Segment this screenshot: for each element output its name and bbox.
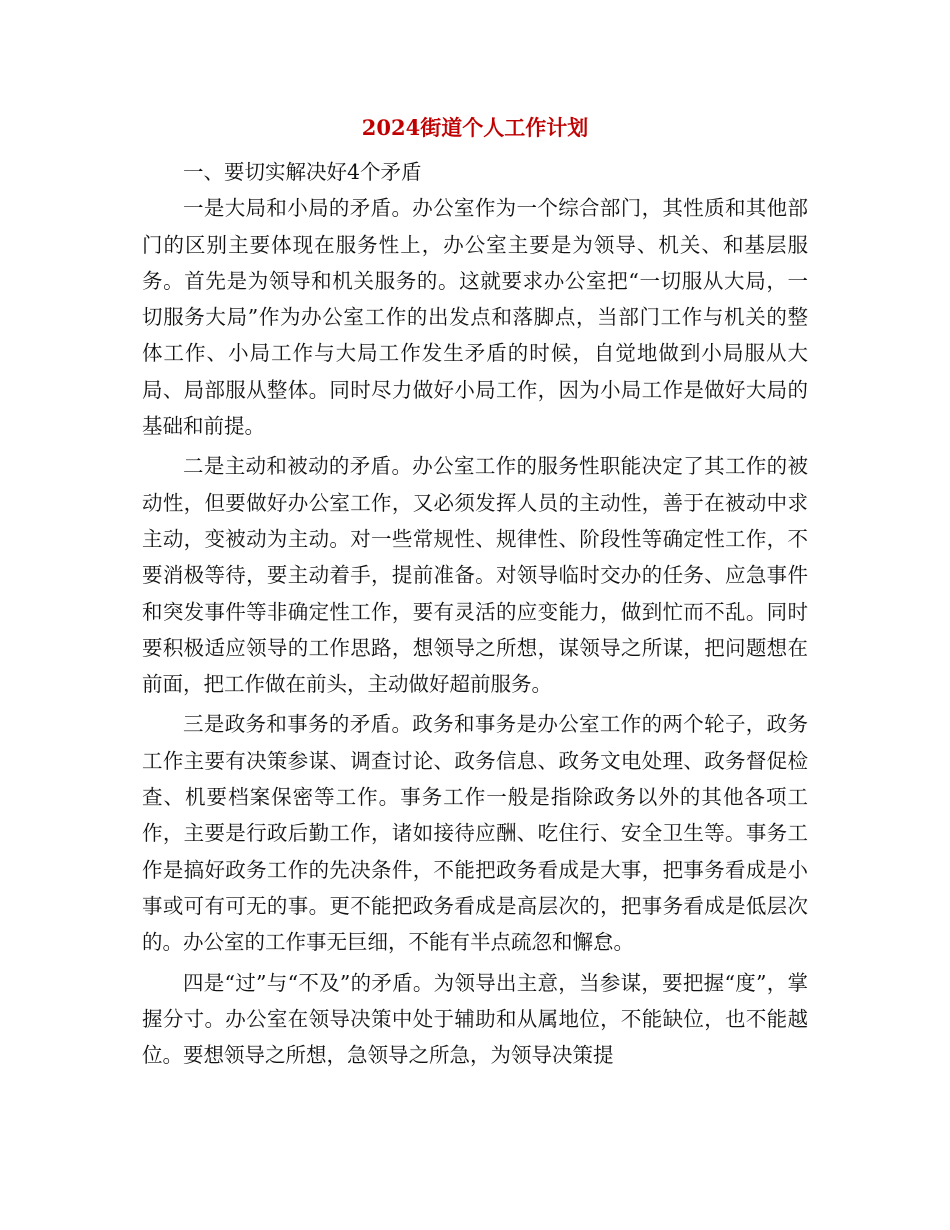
paragraph-1: 一是大局和小局的矛盾。办公室作为一个综合部门，其性质和其他部门的区别主要体现在服务性上，办公室主要是为领导、机关、和基层服务。首先是为领导和机关服务的。这就要求办公室把“一切服从大局，一切服务大局”作为办公室工作的出发点和落脚点，当部门工作与机关的整体工作、小局工作与大局工作发生矛盾的时候，自觉地做到小局服从大局、局部服从整体。同时尽力做好小局工作，因为小局工作是做好大局的基础和前提。 <box>142 196 808 439</box>
document-title: 2024街道个人工作计划 <box>361 115 589 140</box>
section-heading: 一、要切实解决好4个矛盾 <box>183 160 422 184</box>
paragraph-4: 四是“过”与“不及”的矛盾。为领导出主意，当参谋，要把握“度”，掌握分寸。办公室在领导决策中处于辅助和从属地位，不能缺位，也不能越位。要想领导之所想，急领导之所急，为领导决策提 <box>142 970 808 1068</box>
paragraph-3: 三是政务和事务的矛盾。政务和事务是办公室工作的两个轮子，政务工作主要有决策参谋、调查讨论、政务信息、政务文电处理、政务督促检查、机要档案保密等工作。事务工作一般是指除政务以外的其他各项工作，主要是行政后勤工作，诸如接待应酬、吃住行、安全卫生等。事务工作是搞好政务工作的先决条件，不能把政务看成是大事，把事务看成是小事或可有可无的事。更不能把政务看成是高层次的，把事务看成是低层次的。办公室的工作事无巨细，不能有半点疏忽和懈怠。 <box>142 712 808 955</box>
document-body <box>142 154 808 1073</box>
paragraph-2: 二是主动和被动的矛盾。办公室工作的服务性职能决定了其工作的被动性，但要做好办公室工作，又必须发挥人员的主动性，善于在被动中求主动，变被动为主动。对一些常规性、规律性、阶段性等确定性工作，不要消极等待，要主动着手，提前准备。对领导临时交办的任务、应急事件和突发事件等非确定性工作，要有灵活的应变能力，做到忙而不乱。同时要积极适应领导的工作思路，想领导之所想，谋领导之所谋，把问题想在前面，把工作做在前头，主动做好超前服务。 <box>142 454 808 697</box>
